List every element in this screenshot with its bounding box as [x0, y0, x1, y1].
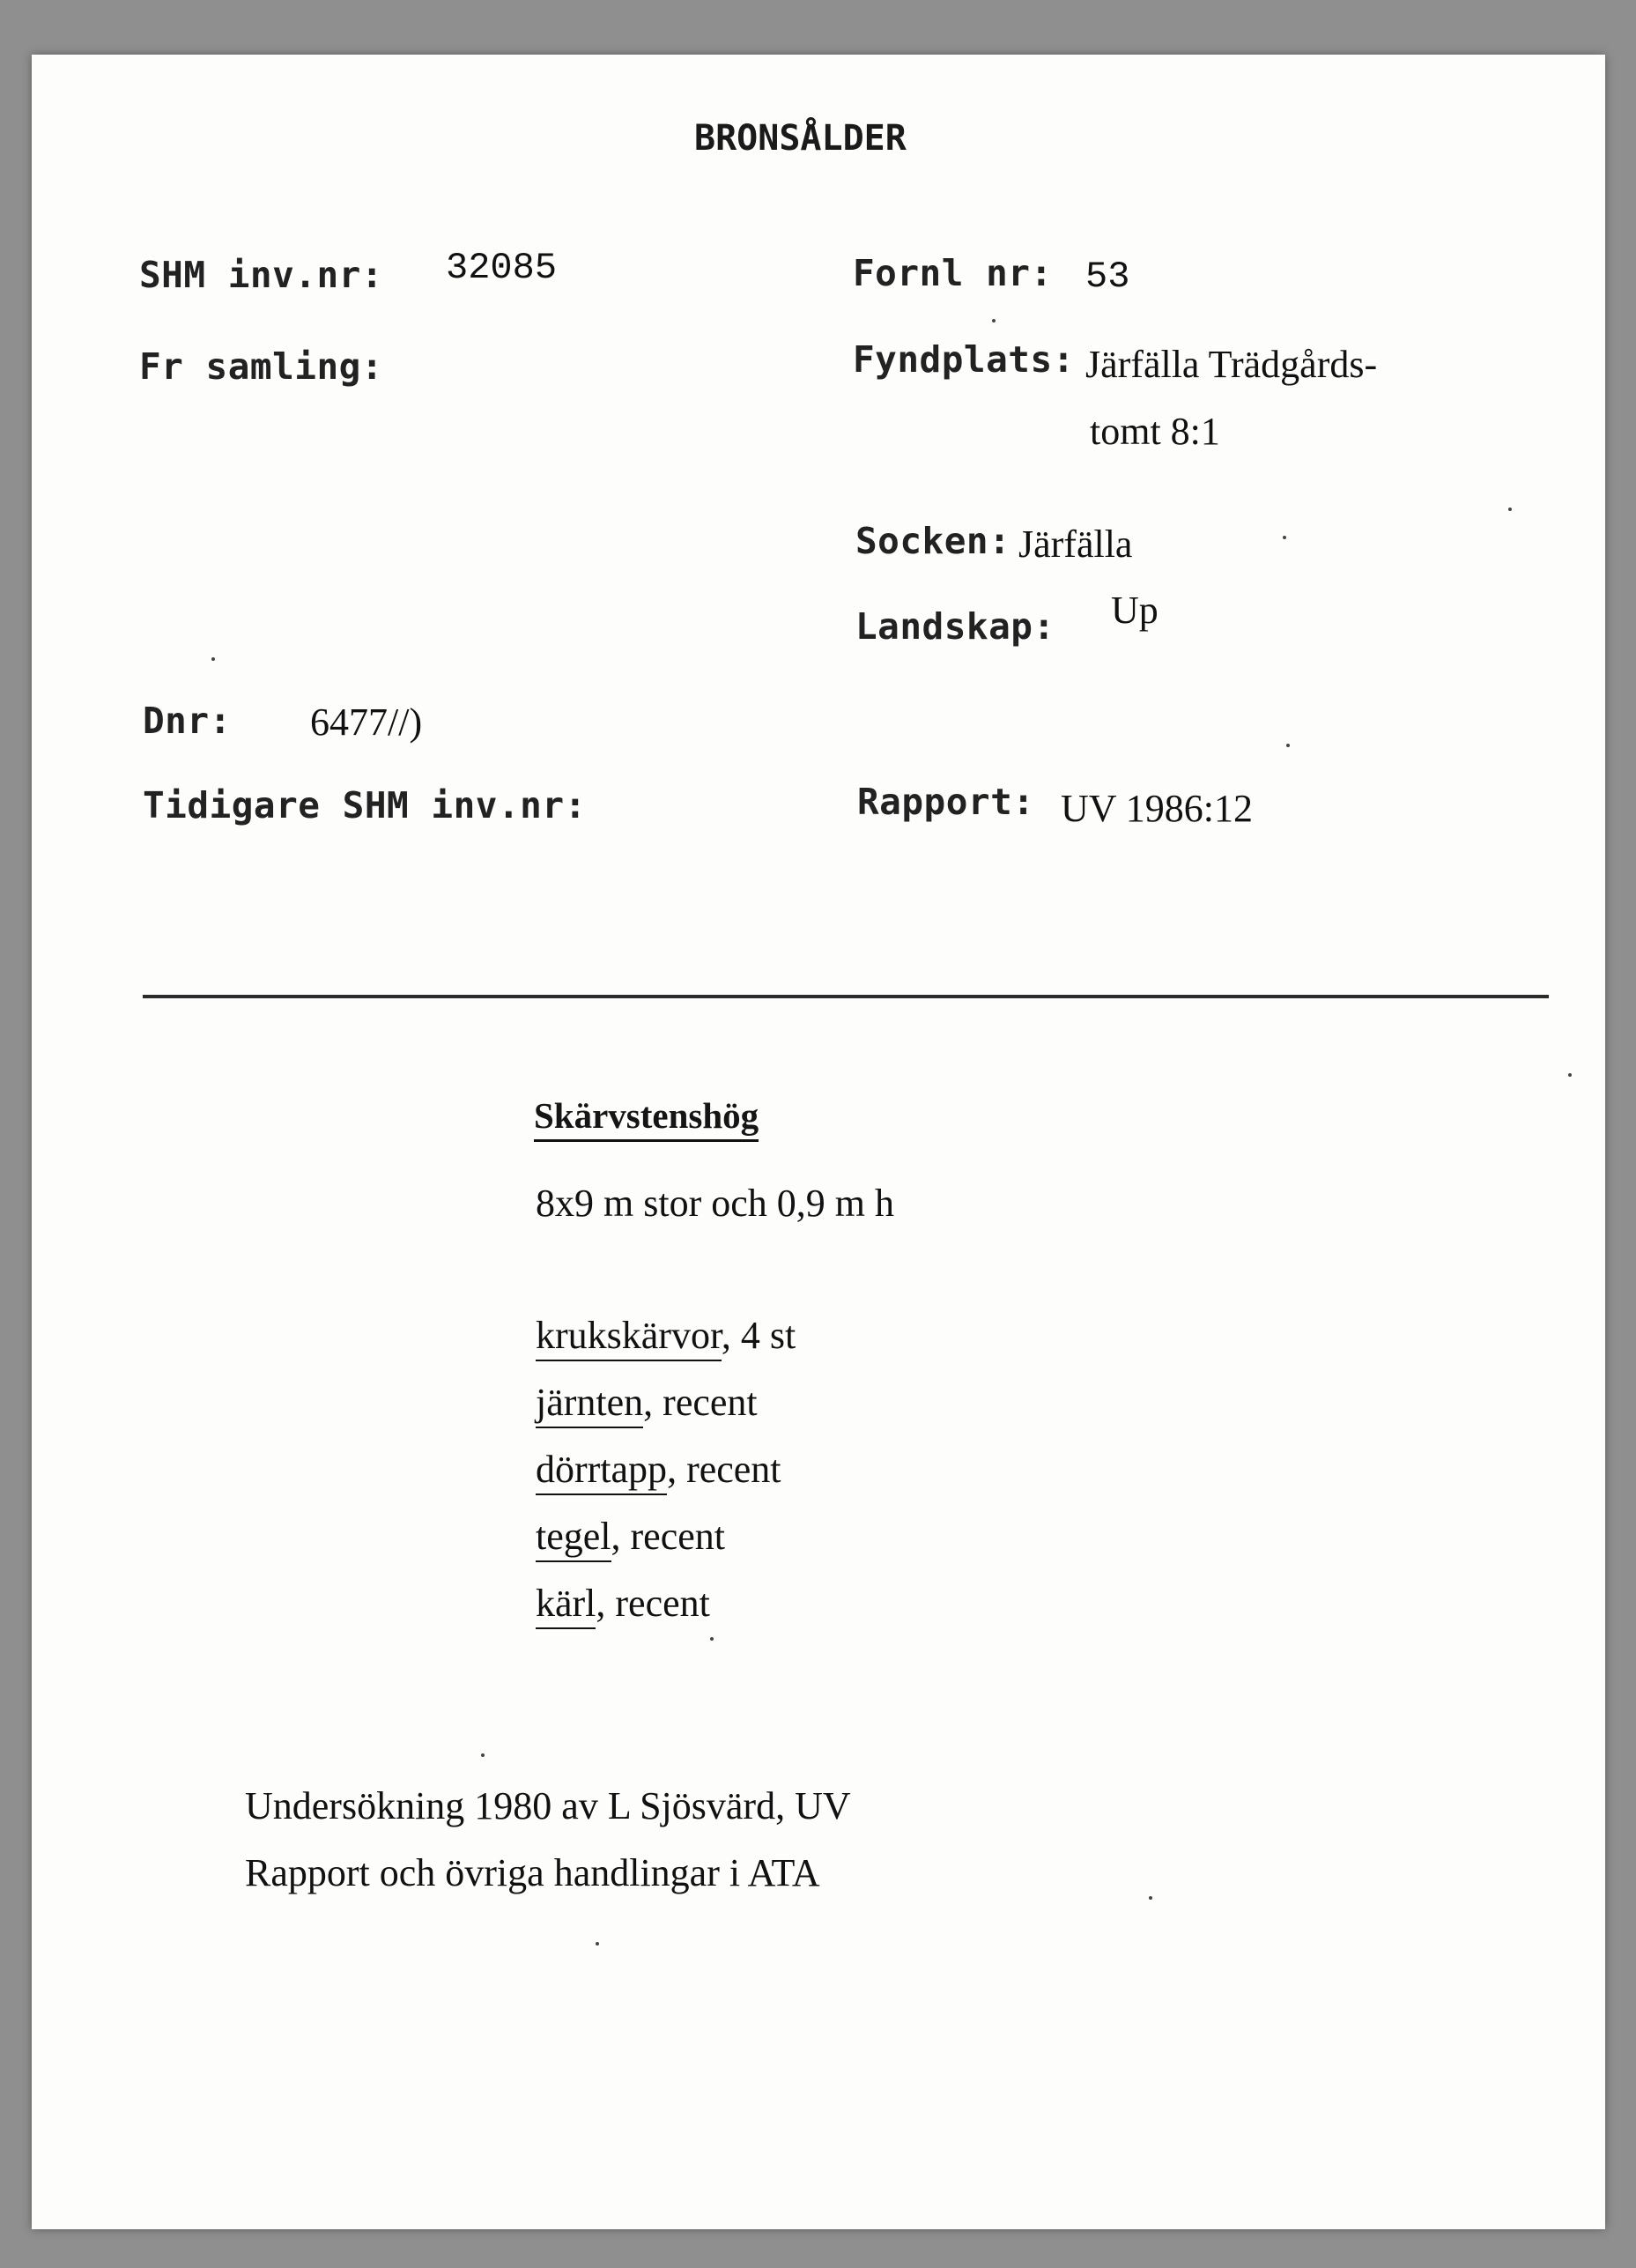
scan-speck: [710, 1637, 714, 1641]
fr-samling-label: Fr samling:: [139, 345, 384, 388]
footer-line-2: Rapport och övriga handlingar i ATA: [245, 1851, 820, 1894]
landskap-value: Up: [1111, 589, 1159, 632]
rapport-label: Rapport:: [857, 781, 1035, 823]
find-item-1-desc: , 4 st: [721, 1314, 796, 1357]
dnr-label: Dnr:: [143, 700, 232, 742]
body-title-text: Skärvstenshög: [534, 1095, 759, 1142]
scan-speck: [1508, 508, 1512, 511]
scan-speck: [992, 319, 996, 322]
scan-speck: [596, 1942, 599, 1946]
socken-label: Socken:: [855, 520, 1011, 562]
body-title: [534, 1094, 759, 1137]
rapport-value: UV 1986:12: [1061, 787, 1253, 830]
shm-inv-label: SHM inv.nr:: [139, 254, 384, 296]
find-item-3-desc: , recent: [667, 1448, 781, 1491]
landskap-label: Landskap:: [855, 605, 1055, 648]
footer-line-1: Undersökning 1980 av L Sjösvärd, UV: [245, 1784, 851, 1827]
scan-speck: [481, 1753, 485, 1757]
find-item-5-name: kärl: [536, 1582, 596, 1629]
scan-speck: [1568, 1073, 1572, 1077]
socken-value: Järfälla: [1018, 523, 1133, 566]
find-item-4: [536, 1514, 725, 1559]
fornl-value: 53: [1085, 256, 1130, 298]
find-item-2-desc: , recent: [643, 1381, 758, 1424]
find-item-3: [536, 1447, 781, 1492]
scan-speck: [211, 657, 215, 661]
find-item-2: [536, 1380, 758, 1425]
shm-inv-value: 32085: [446, 247, 558, 289]
tidigare-label: Tidigare SHM inv.nr:: [143, 784, 587, 826]
divider-rule: [143, 995, 1549, 998]
fornl-label: Fornl nr:: [853, 252, 1053, 294]
fyndplats-label: Fyndplats:: [853, 338, 1075, 381]
find-item-4-desc: , recent: [611, 1515, 725, 1558]
find-item-5: [536, 1581, 710, 1626]
scan-speck: [1286, 744, 1290, 747]
document-sheet: [32, 55, 1605, 2229]
size-line: 8x9 m stor och 0,9 m h: [536, 1182, 894, 1225]
find-item-3-name: dörrtapp: [536, 1448, 667, 1495]
find-item-5-desc: , recent: [596, 1582, 710, 1625]
scan-speck: [1283, 536, 1286, 539]
find-item-1-name: krukskärvor: [536, 1314, 722, 1361]
fyndplats-value-line1: Järfälla Trädgårds-: [1085, 343, 1378, 386]
scan-speck: [1149, 1896, 1152, 1900]
find-item-2-name: järnten: [536, 1381, 643, 1428]
dnr-value: 6477//): [310, 700, 423, 744]
find-item-1: [536, 1313, 796, 1358]
document-heading: BRONSÅLDER: [694, 118, 907, 159]
fyndplats-value-line2: tomt 8:1: [1090, 410, 1220, 453]
find-item-4-name: tegel: [536, 1515, 611, 1562]
